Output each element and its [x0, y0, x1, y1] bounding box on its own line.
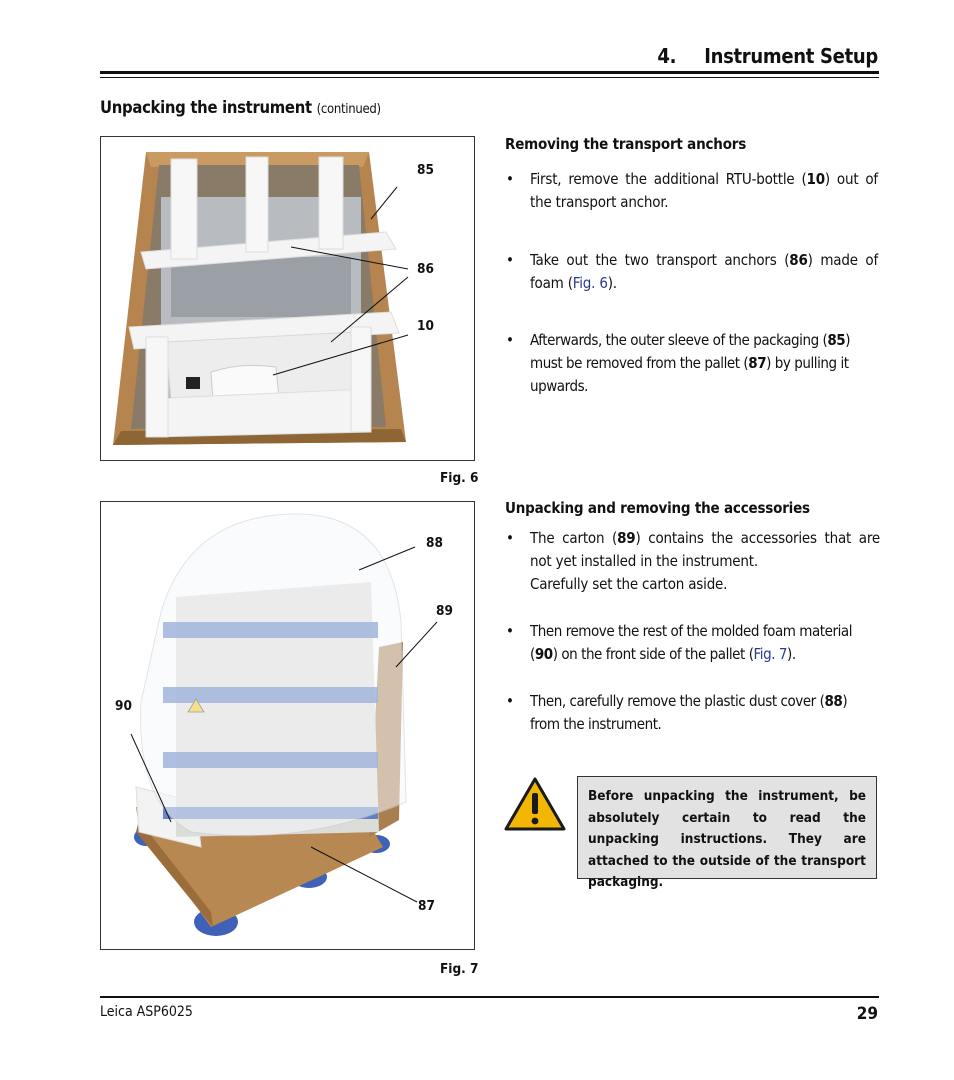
bullet-molded-foam: • Then remove the rest of the molded foam material (90) on the front side of the pallet (Fig. 7). — [506, 622, 853, 663]
bullet-dot: • — [506, 692, 514, 710]
bullet-dot: • — [506, 251, 514, 269]
ref-85: 85 — [827, 331, 846, 349]
figure-6-label: Fig. 6 — [440, 470, 479, 486]
chapter-number: 4. — [657, 44, 677, 68]
ref-89: 89 — [617, 529, 636, 547]
ref-10: 10 — [806, 170, 825, 188]
callout-10: 10 — [417, 318, 434, 334]
link-fig-7[interactable]: Fig. 7 — [753, 645, 787, 663]
footer-product: Leica ASP6025 — [100, 1004, 193, 1020]
heading-transport-anchors: Removing the transport anchors — [505, 135, 747, 153]
figure-6 — [100, 136, 475, 461]
bullet-carton: • The carton (89) contains the accessories that are not yet installed in the instrument. Carefully set the carton aside. — [530, 527, 880, 596]
figure-6-photo — [101, 137, 474, 460]
ref-90: 90 — [534, 645, 553, 663]
warning-triangle-icon — [503, 776, 567, 832]
bullet-dot: • — [506, 331, 514, 349]
chapter-title: Instrument Setup — [704, 44, 878, 68]
link-fig-6[interactable]: Fig. 6 — [572, 274, 608, 292]
ref-87: 87 — [748, 354, 767, 372]
warning-note: Before unpacking the instrument, be absolutely certain to read the unpacking instructions. They are attached to the outside of the transport packaging. — [577, 776, 877, 879]
callout-88: 88 — [426, 535, 443, 551]
section-title-text: Unpacking the instrument — [100, 98, 312, 117]
figure-7-photo — [101, 502, 474, 949]
bullet-remove-bottle: • First, remove the additional RTU-bottle (10) out of the transport anchor. — [506, 170, 878, 211]
header-rule-thin — [100, 77, 879, 78]
section-continued: (continued) — [316, 102, 381, 117]
ref-86: 86 — [789, 251, 808, 269]
callout-90: 90 — [115, 698, 132, 714]
callout-86: 86 — [417, 261, 434, 277]
callout-85: 85 — [417, 162, 434, 178]
bullet-dust-cover: • Then, carefully remove the plastic dust cover (88) from the instrument. — [506, 692, 848, 733]
figure-7-label: Fig. 7 — [440, 961, 479, 977]
page-number: 29 — [856, 1004, 878, 1024]
footer-rule — [100, 996, 879, 998]
ref-88: 88 — [824, 692, 843, 710]
section-title — [100, 98, 381, 117]
header-rule-thick — [100, 71, 879, 74]
carton-aside-text: Carefully set the carton aside. — [530, 575, 728, 593]
figure-7 — [100, 501, 475, 950]
bullet-remove-sleeve: • Afterwards, the outer sleeve of the packaging (85) must be removed from the pallet (87) by pulling it upwards. — [506, 331, 851, 395]
heading-accessories: Unpacking and removing the accessories — [505, 499, 810, 517]
bullet-dot: • — [506, 529, 514, 547]
chapter-header — [100, 44, 878, 68]
bullet-dot: • — [506, 622, 514, 640]
bullet-dot: • — [506, 170, 514, 188]
callout-89: 89 — [436, 603, 453, 619]
callout-87: 87 — [418, 898, 435, 914]
bullet-take-out-anchors: • Take out the two transport anchors (86) made of foam (Fig. 6). — [506, 251, 879, 292]
